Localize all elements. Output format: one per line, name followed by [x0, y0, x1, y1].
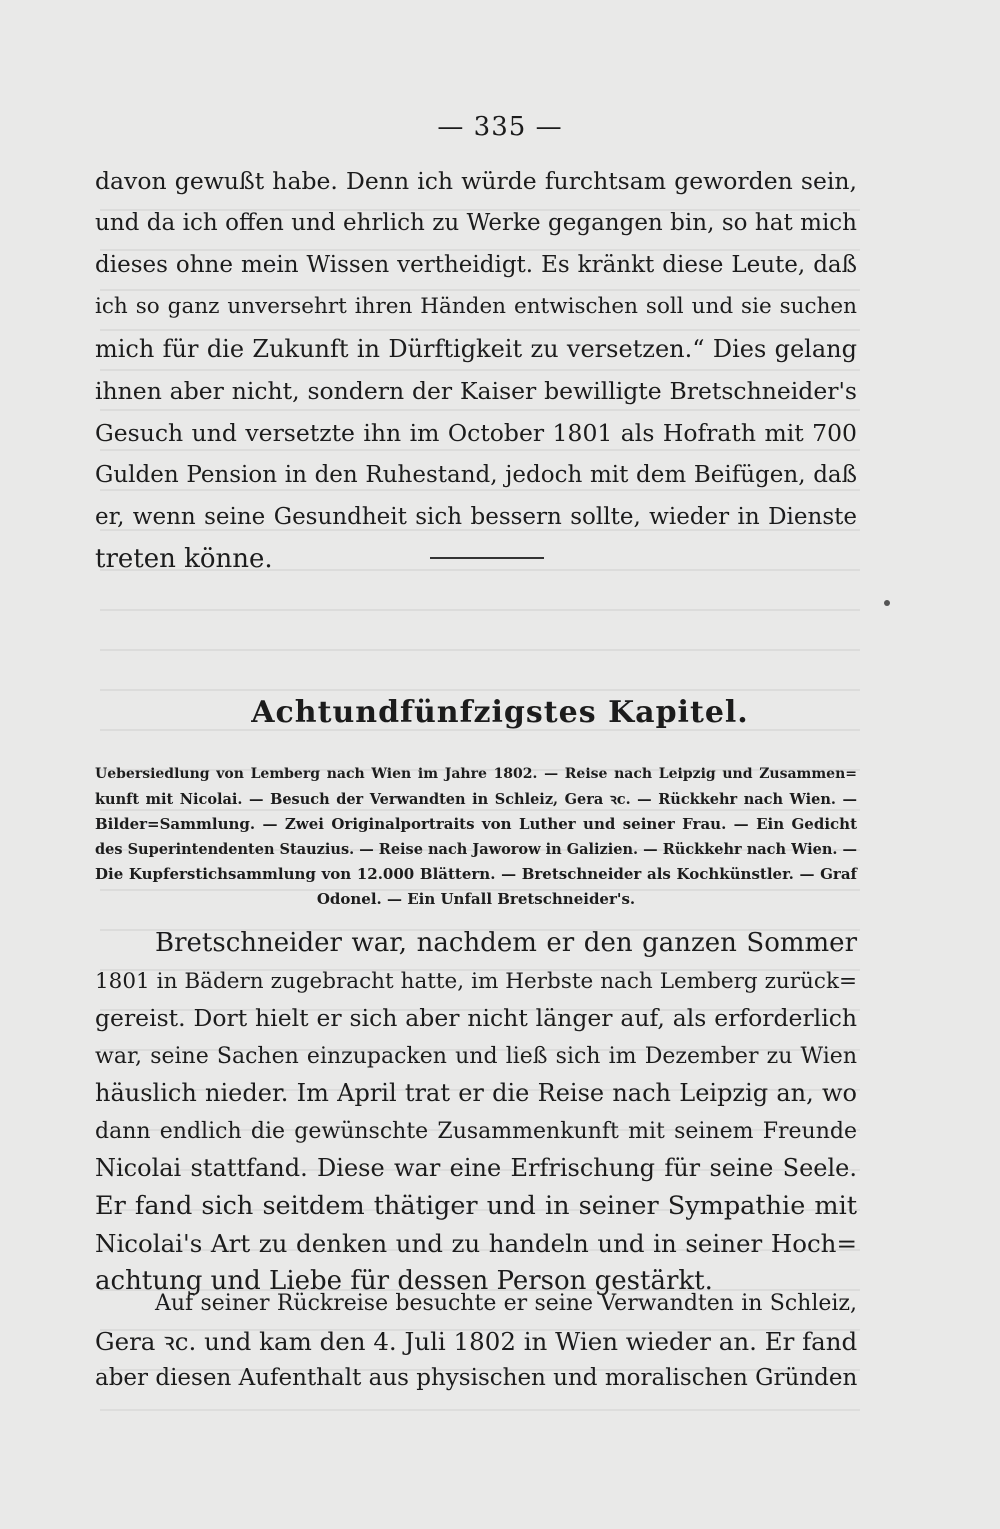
text-line: Gesuch und versetzte ihn im October 1801 als Hofrath mit 700 [95, 419, 857, 447]
text-line: ihnen aber nicht, sondern der Kaiser bewilligte Bretschneider's [95, 377, 857, 405]
text-line: dann endlich die gewünschte Zusammenkunft mit seinem Freunde [95, 1118, 857, 1144]
paragraph-return-journey [95, 1285, 857, 1398]
summary-line: Odonel. — Ein Unfall Bretschneider's. [316, 890, 636, 908]
text-line: ich so ganz unversehrt ihren Händen entwischen soll und sie suchen [95, 294, 857, 319]
text-line: 1801 in Bädern zugebracht hatte, im Herbste nach Lemberg zurück= [95, 968, 857, 994]
text-line: dieses ohne mein Wissen vertheidigt. Es kränkt diese Leute, daß [95, 252, 857, 278]
text-line: häuslich nieder. Im April trat er die Reise nach Leipzig an, wo [95, 1079, 857, 1107]
text-line: Bretschneider war, nachdem er den ganzen Sommer [155, 928, 857, 958]
page-number: — 335 — [437, 112, 563, 142]
text-line: er, wenn seine Gesundheit sich bessern sollte, wieder in Dienste [95, 504, 857, 530]
text-line: Nicolai stattfand. Diese war eine Erfrischung für seine Seele. [95, 1154, 857, 1182]
text-line: aber diesen Aufenthalt aus physischen und moralischen Gründen [95, 1365, 858, 1391]
paragraph-chapter-opening [95, 925, 857, 1300]
paragraph-continuation [95, 160, 857, 580]
text-line: treten könne. [95, 544, 273, 574]
summary-line: kunft mit Nicolai. — Besuch der Verwandten in Schleiz, Gera ꝛc. — Rückkehr nach Wien. — [95, 791, 857, 808]
chapter-title: Achtundfünfzigstes Kapitel. [251, 695, 749, 730]
text-line: Auf seiner Rückreise besuchte er seine Verwandten in Schleiz, [155, 1291, 857, 1316]
text-line: mich für die Zukunft in Dürftigkeit zu versetzen.“ Dies gelang [95, 335, 857, 363]
text-line: Gera ꝛc. und kam den 4. Juli 1802 in Wien wieder an. Er fand [95, 1326, 858, 1356]
text-line: und da ich offen und ehrlich zu Werke gegangen bin, so hat mich [95, 210, 857, 236]
text-line: gereist. Dort hielt er sich aber nicht länger auf, als erforderlich [95, 1004, 857, 1032]
summary-line: Uebersiedlung von Lemberg nach Wien im Jahre 1802. — Reise nach Leipzig und Zusammen= [95, 766, 857, 782]
chapter-summary [95, 762, 857, 912]
text-line: achtung und Liebe für dessen Person gestärkt. [95, 1265, 713, 1296]
summary-line: Bilder=Sammlung. — Zwei Originalportraits von Luther und seiner Frau. — Ein Gedicht [95, 815, 857, 833]
text-line: Nicolai's Art zu denken und zu handeln und in seiner Hoch= [95, 1229, 857, 1258]
section-divider [430, 557, 544, 559]
text-line: davon gewußt habe. Denn ich würde furchtsam geworden sein, [95, 167, 857, 195]
ink-speck [884, 600, 890, 606]
text-line: Er fand sich seitdem thätiger und in seiner Sympathie mit [95, 1190, 857, 1221]
summary-line: Die Kupferstichsammlung von 12.000 Blättern. — Bretschneider als Kochkünstler. — Graf [95, 865, 857, 883]
summary-line: des Superintendenten Stauzius. — Reise nach Jaworow in Galizien. — Rückkehr nach Wien. — [95, 841, 857, 858]
text-line: war, seine Sachen einzupacken und ließ sich im Dezember zu Wien [95, 1043, 857, 1069]
text-line: Gulden Pension in den Ruhestand, jedoch mit dem Beifügen, daß [95, 462, 857, 488]
